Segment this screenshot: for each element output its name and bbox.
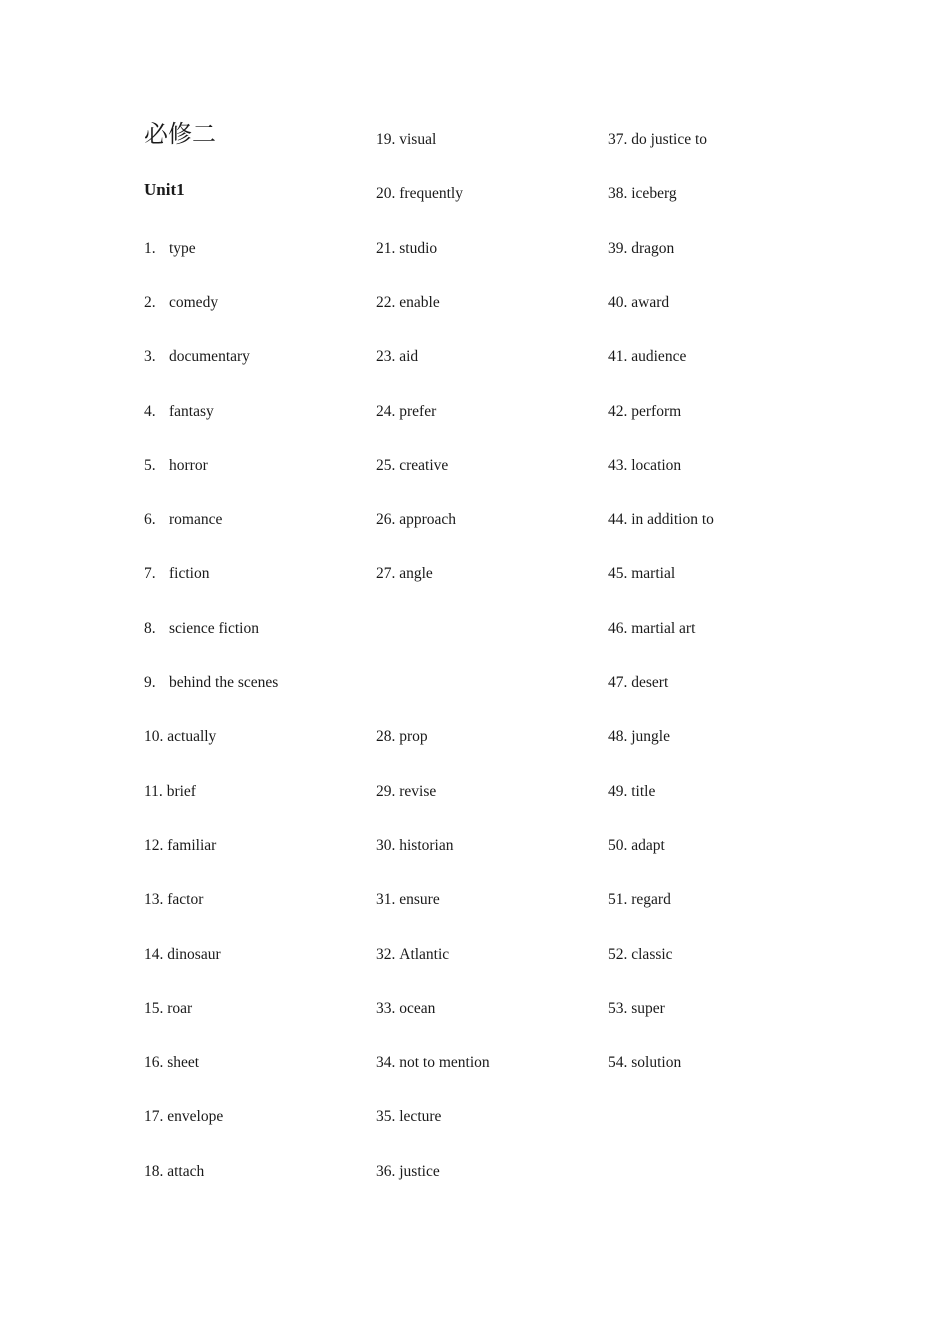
vocab-item-number: 13. xyxy=(144,891,164,909)
vocab-item-number: 15. xyxy=(144,999,164,1017)
vocab-item-word: adapt xyxy=(631,836,665,854)
vocab-item-word: prefer xyxy=(399,402,437,420)
vocab-item-number: 23. xyxy=(376,348,396,366)
vocab-item-word: behind the scenes xyxy=(169,674,279,691)
vocab-item-word: romance xyxy=(169,511,223,529)
vocab-item-word: dragon xyxy=(631,239,675,257)
vocab-item-number: 37. xyxy=(608,131,628,148)
vocab-item xyxy=(376,293,440,313)
vocab-item-number: 44. xyxy=(608,511,628,529)
vocab-item-number: 2. xyxy=(144,293,156,311)
vocab-item xyxy=(376,510,456,530)
vocab-item xyxy=(608,727,670,747)
vocab-item-number: 21. xyxy=(376,239,396,257)
vocab-item-word: martial xyxy=(631,565,676,583)
vocab-item xyxy=(144,293,218,313)
vocab-item-number: 5. xyxy=(144,456,156,474)
vocab-item-word: horror xyxy=(169,456,208,474)
vocab-item xyxy=(608,293,669,313)
vocab-item-word: frequently xyxy=(399,185,463,203)
vocab-item-number: 30. xyxy=(376,836,396,854)
vocab-item-number: 49. xyxy=(608,782,628,800)
vocab-item-word: fiction xyxy=(169,565,210,583)
vocab-item-word: angle xyxy=(399,565,433,583)
vocab-item-word: roar xyxy=(167,999,193,1017)
vocab-item-word: actually xyxy=(167,728,217,746)
vocab-item-number: 27. xyxy=(376,565,396,583)
vocab-item xyxy=(376,999,435,1019)
vocab-item xyxy=(608,673,668,693)
vocab-item xyxy=(144,347,250,367)
vocab-item xyxy=(144,673,278,693)
vocab-item-word: approach xyxy=(399,511,457,529)
vocab-item xyxy=(608,510,714,530)
vocab-item xyxy=(144,456,208,476)
vocab-item-number: 38. xyxy=(608,185,628,203)
vocab-item-number: 4. xyxy=(144,402,156,420)
vocab-item-word: not to mention xyxy=(399,1054,490,1072)
vocab-item xyxy=(376,727,428,747)
vocab-item-number: 8. xyxy=(144,619,156,637)
vocab-item xyxy=(144,945,221,965)
vocab-item-word: aid xyxy=(399,348,419,366)
vocab-item-word: familiar xyxy=(167,836,217,854)
vocab-item-number: 3. xyxy=(144,348,156,366)
vocab-item-number: 22. xyxy=(376,293,396,311)
vocab-item-word: visual xyxy=(399,131,437,148)
vocab-item xyxy=(608,782,655,802)
vocab-item-word: solution xyxy=(631,1054,682,1072)
vocab-item-number: 35. xyxy=(376,1108,396,1126)
vocab-item-number: 17. xyxy=(144,1108,164,1126)
document-heading: 必修二 xyxy=(144,122,216,148)
vocab-item-number: 19. xyxy=(376,131,396,148)
vocab-item xyxy=(608,619,695,639)
vocab-item xyxy=(144,782,196,802)
vocab-item xyxy=(376,836,454,856)
vocab-item xyxy=(144,1053,199,1073)
vocab-item xyxy=(144,999,192,1019)
vocab-item-number: 10. xyxy=(144,728,164,746)
vocab-item xyxy=(608,239,674,259)
vocab-item-word: envelope xyxy=(167,1108,224,1126)
vocab-item-number: 26. xyxy=(376,511,396,529)
vocab-item xyxy=(376,184,463,204)
vocab-item xyxy=(376,564,433,584)
vocab-item xyxy=(608,347,686,367)
vocab-item-number: 47. xyxy=(608,674,628,691)
vocab-item-number: 24. xyxy=(376,402,396,420)
vocab-item xyxy=(608,890,671,910)
vocab-item-word: in addition to xyxy=(631,511,714,529)
vocab-item xyxy=(144,402,214,422)
vocab-item-number: 39. xyxy=(608,239,628,257)
vocab-item-number: 31. xyxy=(376,891,396,909)
vocab-item-number: 34. xyxy=(376,1054,396,1072)
vocab-item xyxy=(608,564,675,584)
vocab-item-number: 16. xyxy=(144,1054,164,1072)
vocab-item-word: iceberg xyxy=(631,185,677,203)
vocab-item-word: revise xyxy=(399,782,437,800)
vocab-item-word: desert xyxy=(631,674,669,691)
vocab-item-word: enable xyxy=(399,293,440,311)
vocab-item-word: documentary xyxy=(169,348,250,366)
vocab-item xyxy=(376,1107,441,1127)
vocab-item-number: 14. xyxy=(144,945,164,963)
vocab-item xyxy=(144,836,216,856)
vocab-item-word: award xyxy=(631,293,670,311)
vocab-item-number: 20. xyxy=(376,185,396,203)
vocab-item xyxy=(144,619,259,639)
vocab-item-word: type xyxy=(169,239,196,257)
vocab-item-number: 12. xyxy=(144,836,164,854)
vocab-item-word: super xyxy=(631,999,665,1017)
vocab-item-word: lecture xyxy=(399,1108,442,1126)
vocab-item xyxy=(144,1162,204,1182)
vocab-item-word: factor xyxy=(167,891,204,909)
vocab-item-number: 11. xyxy=(144,782,163,800)
vocab-item xyxy=(144,890,203,910)
vocab-item-number: 33. xyxy=(376,999,396,1017)
vocab-item-word: jungle xyxy=(631,728,670,746)
vocab-item-number: 51. xyxy=(608,891,628,909)
vocab-item-number: 45. xyxy=(608,565,628,583)
vocab-item-word: martial art xyxy=(631,619,696,637)
vocab-item xyxy=(144,727,216,747)
vocab-item xyxy=(376,945,449,965)
vocab-item xyxy=(608,999,665,1019)
vocab-item-word: Atlantic xyxy=(399,945,450,963)
vocab-item xyxy=(608,402,681,422)
vocab-item xyxy=(376,1162,440,1182)
vocab-item-word: brief xyxy=(166,782,196,800)
vocab-item-number: 52. xyxy=(608,945,628,963)
vocab-item xyxy=(608,1053,681,1073)
vocab-item-word: comedy xyxy=(169,293,219,311)
vocab-item-word: location xyxy=(631,456,682,474)
unit-title: Unit1 xyxy=(144,180,185,199)
vocab-item-number: 1. xyxy=(144,239,156,257)
vocab-item xyxy=(376,1053,490,1073)
vocab-item xyxy=(144,510,222,530)
vocab-item xyxy=(608,184,677,204)
vocab-item-number: 46. xyxy=(608,619,628,637)
vocab-item-word: sheet xyxy=(167,1054,200,1072)
vocab-item-number: 54. xyxy=(608,1054,628,1072)
vocab-item-word: studio xyxy=(399,239,438,257)
vocab-item-number: 50. xyxy=(608,836,628,854)
vocab-item xyxy=(608,945,673,965)
vocab-item xyxy=(376,347,418,367)
vocab-item xyxy=(376,130,436,150)
vocab-item xyxy=(376,890,440,910)
vocab-item-word: audience xyxy=(631,348,687,366)
vocab-item xyxy=(144,564,209,584)
vocab-item-word: prop xyxy=(399,728,428,746)
vocab-item xyxy=(608,130,707,150)
vocab-item-word: attach xyxy=(167,1162,205,1180)
vocab-item-word: dinosaur xyxy=(167,945,221,963)
vocab-item-word: ensure xyxy=(399,891,440,909)
vocab-item-number: 42. xyxy=(608,402,628,420)
vocab-item-number: 32. xyxy=(376,945,396,963)
vocab-item-word: science fiction xyxy=(169,619,259,637)
vocab-item-word: classic xyxy=(631,945,673,963)
vocab-item-number: 36. xyxy=(376,1162,396,1180)
vocab-item-word: title xyxy=(631,782,656,800)
vocab-item-number: 25. xyxy=(376,456,396,474)
vocab-item-word: ocean xyxy=(399,999,436,1017)
vocab-item-word: regard xyxy=(631,891,671,909)
vocab-item-number: 53. xyxy=(608,999,628,1017)
vocab-item xyxy=(376,402,436,422)
vocab-item-word: creative xyxy=(399,456,449,474)
vocab-item-word: historian xyxy=(399,836,454,854)
vocab-item-number: 41. xyxy=(608,348,628,366)
vocab-item xyxy=(608,456,681,476)
vocab-item xyxy=(376,456,448,476)
vocab-item-number: 48. xyxy=(608,728,628,746)
vocab-item-word: justice xyxy=(399,1162,440,1180)
vocab-item-word: perform xyxy=(631,402,682,420)
vocab-item-number: 18. xyxy=(144,1162,164,1180)
vocab-item-number: 6. xyxy=(144,511,156,529)
vocab-item xyxy=(376,782,436,802)
vocab-item-number: 9. xyxy=(144,674,156,691)
vocab-item-number: 40. xyxy=(608,293,628,311)
vocab-item xyxy=(144,239,196,259)
vocab-item-number: 43. xyxy=(608,456,628,474)
vocab-item-number: 29. xyxy=(376,782,396,800)
vocab-item-word: fantasy xyxy=(169,402,214,420)
vocab-item-word: do justice to xyxy=(631,131,708,148)
vocab-item xyxy=(376,239,437,259)
vocab-item xyxy=(608,836,665,856)
vocab-item xyxy=(144,1107,223,1127)
vocab-item-number: 28. xyxy=(376,728,396,746)
vocab-item-number: 7. xyxy=(144,565,156,583)
